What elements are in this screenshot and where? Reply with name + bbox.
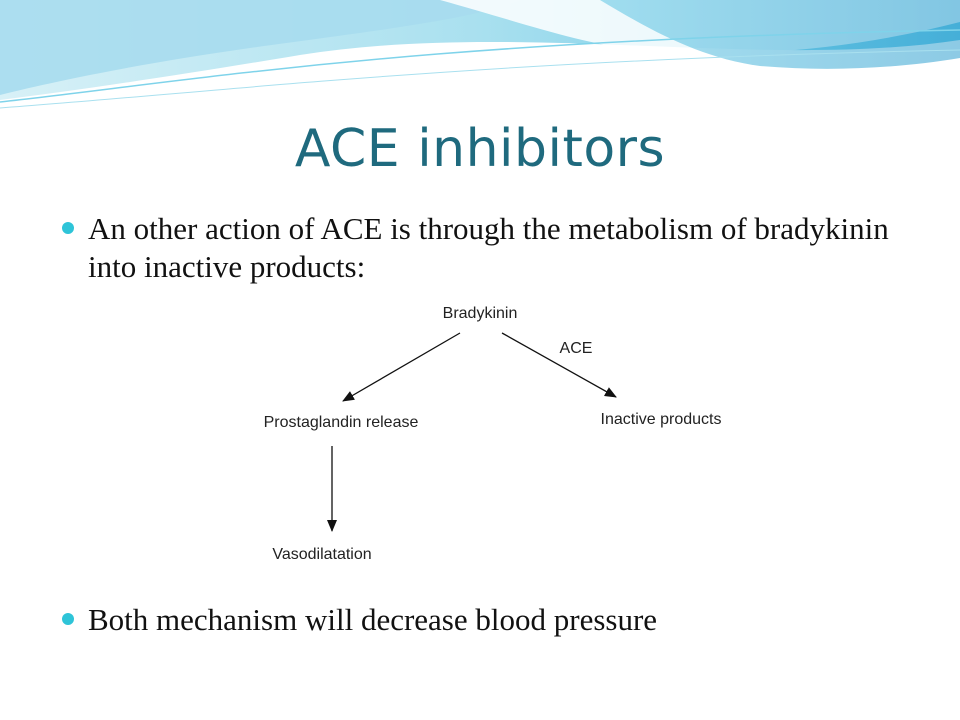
node-bradykinin: Bradykinin (442, 305, 518, 322)
bullet-text-2: Both mechanism will decrease blood pressure (88, 602, 658, 637)
node-inactive-products: Inactive products (600, 411, 722, 428)
bullet-text-1: An other action of ACE is through the metabolism of bradykinin into inactive products: (88, 211, 889, 284)
edge-label-ace: ACE (559, 340, 593, 357)
bullet-dot-icon (62, 613, 74, 625)
bullet-item-2 (60, 601, 900, 639)
slide-title: ACE inhibitors (294, 119, 666, 179)
arrow-bradykinin-to-prostaglandin (343, 333, 460, 401)
node-vasodilatation: Vasodilatation (272, 546, 372, 563)
node-prostaglandin-release: Prostaglandin release (263, 414, 419, 431)
